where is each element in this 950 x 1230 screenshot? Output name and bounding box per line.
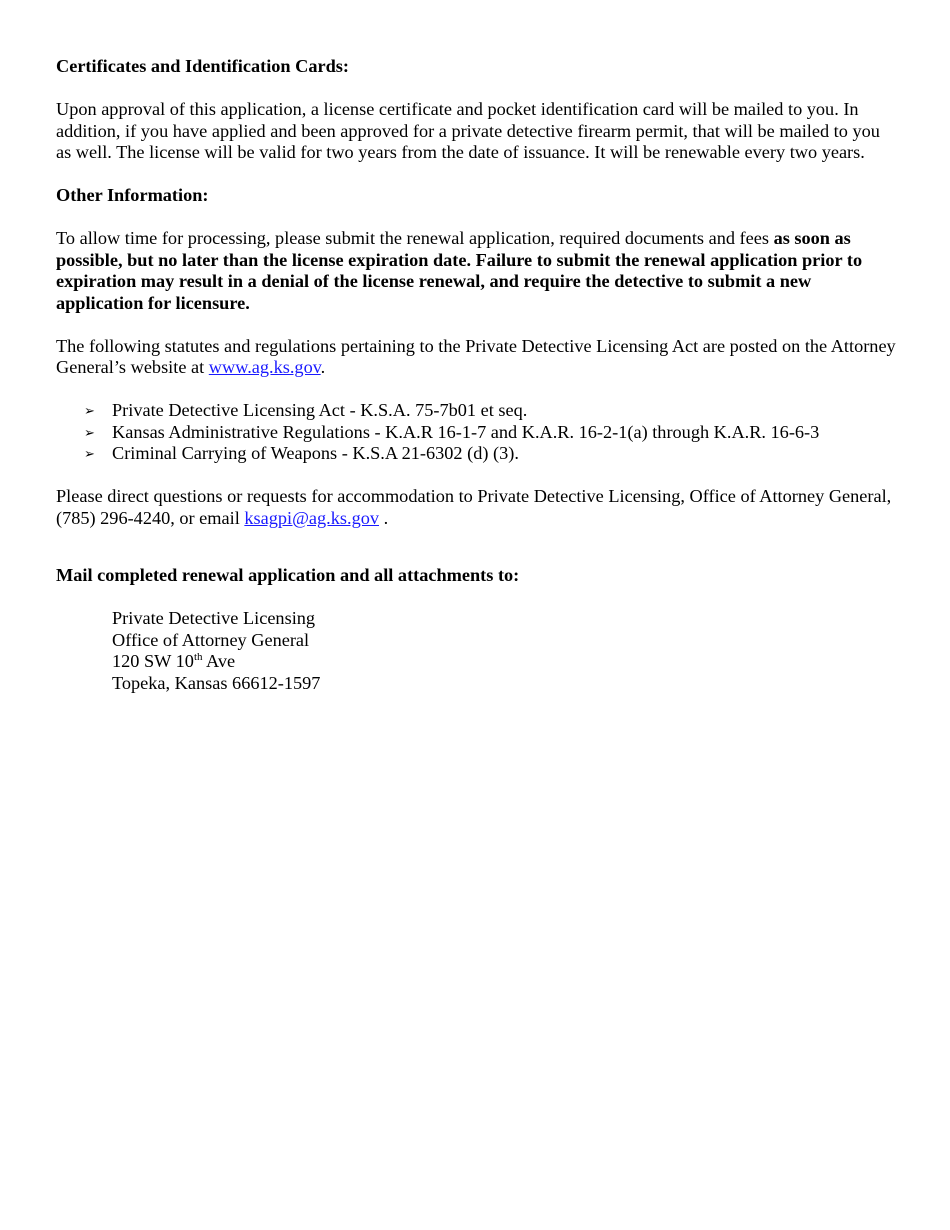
statutes-intro-text: The following statutes and regulations pertaining to the Private Detective Licensing Act are posted on the Attorney General’s website at [56,335,896,377]
list-item [84,422,896,444]
list-item [84,400,896,422]
statutes-intro-paragraph [56,336,896,379]
statutes-list [56,400,896,465]
mail-heading: Mail completed renewal application and all attachments to: [56,565,520,585]
address-line [112,651,896,673]
arrow-bullet-icon: ➢ [84,446,95,461]
street-suffix: Ave [202,651,236,671]
arrow-bullet-icon: ➢ [84,403,95,418]
document-page [56,56,896,694]
contact-paragraph [56,486,896,529]
arrow-bullet-icon: ➢ [84,424,95,440]
ordinal-suffix: th [193,650,203,663]
address-line: Topeka, Kansas 66612-1597 [112,672,321,693]
renewal-paragraph [56,228,896,314]
street-number: 120 SW 10 [112,651,194,671]
email-link[interactable]: ksagpi@ag.ks.gov [244,507,379,528]
statute-text: Criminal Carrying of Weapons - K.S.A 21-6302 (d) (3). [112,443,519,463]
address-line: Private Detective Licensing [112,608,316,628]
certificates-paragraph: Upon approval of this application, a license certificate and pocket identification card will be mailed to you. In addition, if you have applied and been approved for a private detective firearm permit, that will be mailed to you as well. The license will be valid for two years from the date of issuance. It will be renewable every two years. [56,99,880,162]
renewal-text: To allow time for processing, please submit the renewal application, required documents and fees [56,228,774,248]
contact-text: Please direct questions or requests for accommodation to Private Detective Licensing, Office of Attorney General, (785) 296-4240, or email [56,486,892,528]
statute-text: Private Detective Licensing Act - K.S.A. 75-7b01 et seq. [112,400,528,420]
renewal-warning: as soon as possible, but no later than the license expiration date. Failure to submit the renewal application prior to expiration may result in a denial of the license renewal, and require the detective to submit a new application for licensure. [56,228,863,313]
mailing-address [56,608,896,694]
other-information-heading: Other Information: [56,185,209,205]
certificates-heading: Certificates and Identification Cards: [56,56,349,76]
statute-text: Kansas Administrative Regulations - K.A.R 16-1-7 and K.A.R. 16-2-1(a) through K.A.R. 16-6-3 [112,421,820,442]
contact-end: . [379,507,389,528]
address-line: Office of Attorney General [112,629,310,650]
list-item [84,443,896,465]
statutes-intro-end: . [320,357,326,377]
website-link[interactable]: www.ag.ks.gov [208,357,321,377]
